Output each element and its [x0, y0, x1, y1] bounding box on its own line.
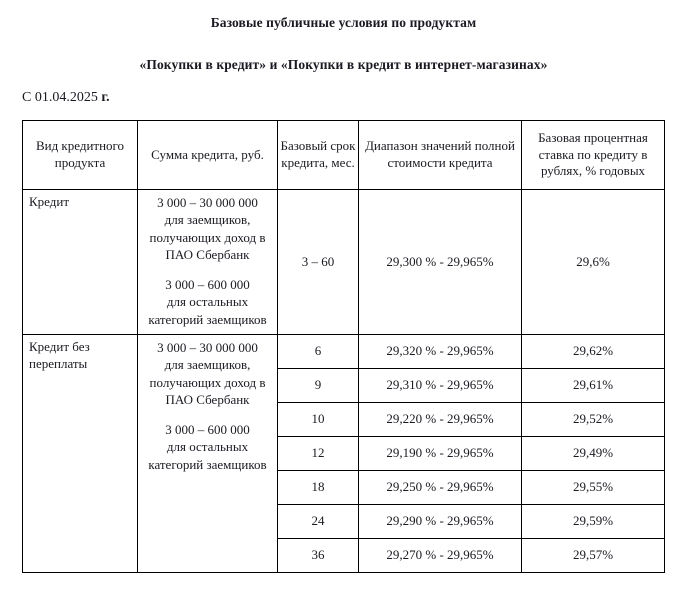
column-header-credit-kind: Вид кредитного продукта: [23, 121, 138, 190]
column-header-total-cost: Диапазон значений полной стоимости кредита: [359, 121, 522, 190]
amount-block-primary: [146, 194, 269, 263]
cell-total-cost: 29,320 % - 29,965%: [359, 334, 522, 368]
effective-date-suffix: г.: [101, 90, 110, 105]
cell-term: 10: [278, 402, 359, 436]
cell-credit-amount: [138, 190, 278, 335]
column-header-base-rate: Базовая процентная ставка по кредиту в рублях, % годовых: [522, 121, 665, 190]
cell-total-cost: 29,220 % - 29,965%: [359, 402, 522, 436]
document-title-line-2: «Покупки в кредит» и «Покупки в кредит в интернет-магазинах»: [139, 57, 548, 72]
cell-term: 3 – 60: [278, 190, 359, 335]
cell-base-rate: 29,62%: [522, 334, 665, 368]
effective-date-text: С 01.04.2025: [22, 90, 98, 105]
amount-range-primary: 3 000 – 30 000 000: [157, 339, 258, 355]
amount-note-secondary: для остальных категорий заемщиков: [148, 439, 267, 472]
cell-total-cost: 29,190 % - 29,965%: [359, 436, 522, 470]
cell-credit-kind: Кредит: [23, 190, 138, 335]
column-header-amount: Сумма кредита, руб.: [138, 121, 278, 190]
column-header-term: Базовый срок кредита, мес.: [278, 121, 359, 190]
cell-term: 18: [278, 470, 359, 504]
amount-block-secondary: [146, 421, 269, 473]
table-row: [23, 334, 665, 368]
amount-range-secondary: 3 000 – 600 000: [165, 277, 250, 293]
cell-total-cost: 29,310 % - 29,965%: [359, 368, 522, 402]
cell-total-cost: 29,300 % - 29,965%: [359, 190, 522, 335]
table-header: [23, 121, 665, 190]
cell-base-rate: 29,49%: [522, 436, 665, 470]
cell-term: 12: [278, 436, 359, 470]
cell-base-rate: 29,6%: [522, 190, 665, 335]
amount-note-primary: для заемщиков, получающих доход в ПАО Сбербанк: [149, 212, 266, 262]
cell-base-rate: 29,55%: [522, 470, 665, 504]
table-body: [23, 190, 665, 573]
cell-term: 9: [278, 368, 359, 402]
credit-conditions-table: [22, 120, 665, 573]
table-header-row: [23, 121, 665, 190]
cell-credit-amount: [138, 334, 278, 572]
cell-total-cost: 29,270 % - 29,965%: [359, 538, 522, 572]
cell-base-rate: 29,61%: [522, 368, 665, 402]
amount-range-primary: 3 000 – 30 000 000: [157, 195, 258, 210]
amount-range-secondary: 3 000 – 600 000: [165, 422, 250, 438]
amount-block-primary: [146, 339, 269, 408]
cell-base-rate: 29,57%: [522, 538, 665, 572]
cell-term: 24: [278, 504, 359, 538]
cell-total-cost: 29,250 % - 29,965%: [359, 470, 522, 504]
cell-base-rate: 29,59%: [522, 504, 665, 538]
table-row: [23, 190, 665, 335]
cell-term: 6: [278, 334, 359, 368]
cell-total-cost: 29,290 % - 29,965%: [359, 504, 522, 538]
amount-note-primary: для заемщиков, получающих доход в ПАО Сбербанк: [149, 357, 266, 407]
cell-base-rate: 29,52%: [522, 402, 665, 436]
amount-block-secondary: [146, 276, 269, 328]
effective-date: [22, 90, 110, 106]
cell-credit-kind: Кредит без переплаты: [23, 334, 138, 572]
cell-term: 36: [278, 538, 359, 572]
document-title-line-1: Базовые публичные условия по продуктам: [210, 15, 477, 30]
amount-note-secondary: для остальных категорий заемщиков: [148, 294, 267, 327]
